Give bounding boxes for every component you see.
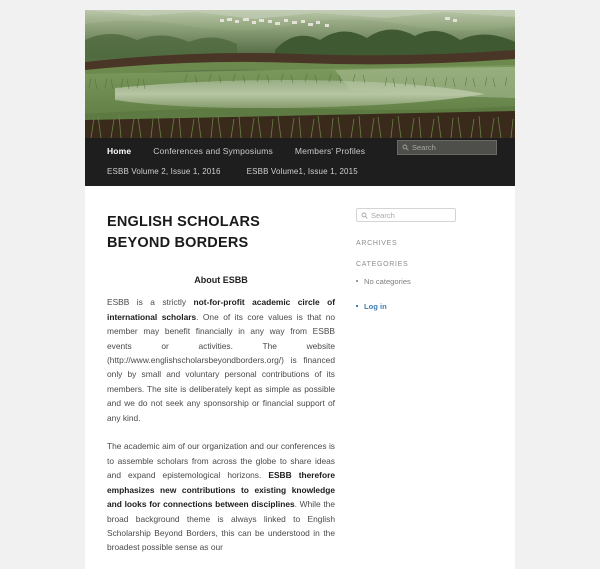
page-body: [85, 186, 515, 569]
widget-title-archives: ARCHIVES: [356, 240, 398, 247]
list-item-log-in[interactable]: [356, 301, 501, 312]
paragraph-about-esbb: [107, 295, 335, 425]
search-icon-glyph: [402, 144, 409, 151]
widget-title-categories: CATEGORIES: [356, 261, 409, 268]
main-content: [85, 186, 340, 569]
widget-categories: [356, 261, 501, 287]
search-icon: [402, 144, 409, 151]
sidebar-search-input[interactable]: [371, 211, 451, 220]
banner-illustration: [85, 10, 515, 138]
paragraph-academic-aim: [107, 439, 335, 555]
sidebar: [340, 186, 515, 569]
paragraph-1-text-1: ESBB is a strictly: [107, 297, 194, 308]
nav-item-esbb-volume-2-issue-1-2016[interactable]: ESBB Volume 2, Issue 1, 2016: [107, 167, 221, 176]
nav-item-conferences-and-symposiums[interactable]: Conferences and Symposiums: [153, 146, 273, 157]
site-navigation: [85, 138, 515, 186]
widget-meta: [356, 301, 501, 312]
section-heading-about-esbb: About ESBB: [194, 275, 248, 286]
paragraph-2-bold-1: ESBB therefore emphasizes new contributions to existing knowledge and looks for connections between disciplines: [107, 470, 335, 510]
meta-list: [356, 301, 501, 312]
header-search-input[interactable]: [412, 143, 492, 152]
widget-archives: [356, 240, 501, 247]
paragraph-2-text-2: . While the broad background theme is always linked to English Scholarship Beyond Borders, this can be understood in the broadest possible sense as our: [107, 499, 335, 553]
secondary-nav-row: [85, 162, 515, 186]
primary-nav-row: [85, 138, 515, 162]
nav-item-esbb-volume-1-issue-1-2015[interactable]: ESBB Volume1, Issue 1, 2015: [246, 167, 358, 176]
header-banner-image: [85, 10, 515, 138]
paragraph-1-bold-1: not-for-profit academic circle of international scholars: [107, 297, 335, 322]
search-icon-glyph: [361, 212, 368, 219]
paragraph-2-text-1: The academic aim of our organization and our conferences is to assemble scholars from across the globe to share ideas and expand epistemological horizons.: [107, 441, 335, 481]
page-title: ENGLISH SCHOLARS BEYOND BORDERS: [107, 214, 261, 251]
sidebar-search-box[interactable]: [356, 208, 456, 222]
log-in-link[interactable]: Log in: [364, 302, 387, 312]
search-icon: [361, 212, 368, 219]
list-item-no-categories: No categories: [356, 276, 501, 287]
paragraph-1-text-2: . One of its core values is that no member may benefit financially in any way from ESBB events or activities. The website (http://www.englishscholarsbeyondborders.org/) is financed only by small and voluntary personal contributions of its members. The site is deliberately kept as simple as possible and we do not seek any sponsorship or financial support of any kind.: [107, 311, 336, 423]
header-search-box[interactable]: [397, 140, 497, 155]
site-container: [85, 10, 515, 569]
nav-item-members-profiles[interactable]: Members' Profiles: [294, 146, 366, 157]
categories-list: [356, 276, 501, 287]
nav-item-home[interactable]: Home: [107, 146, 132, 157]
